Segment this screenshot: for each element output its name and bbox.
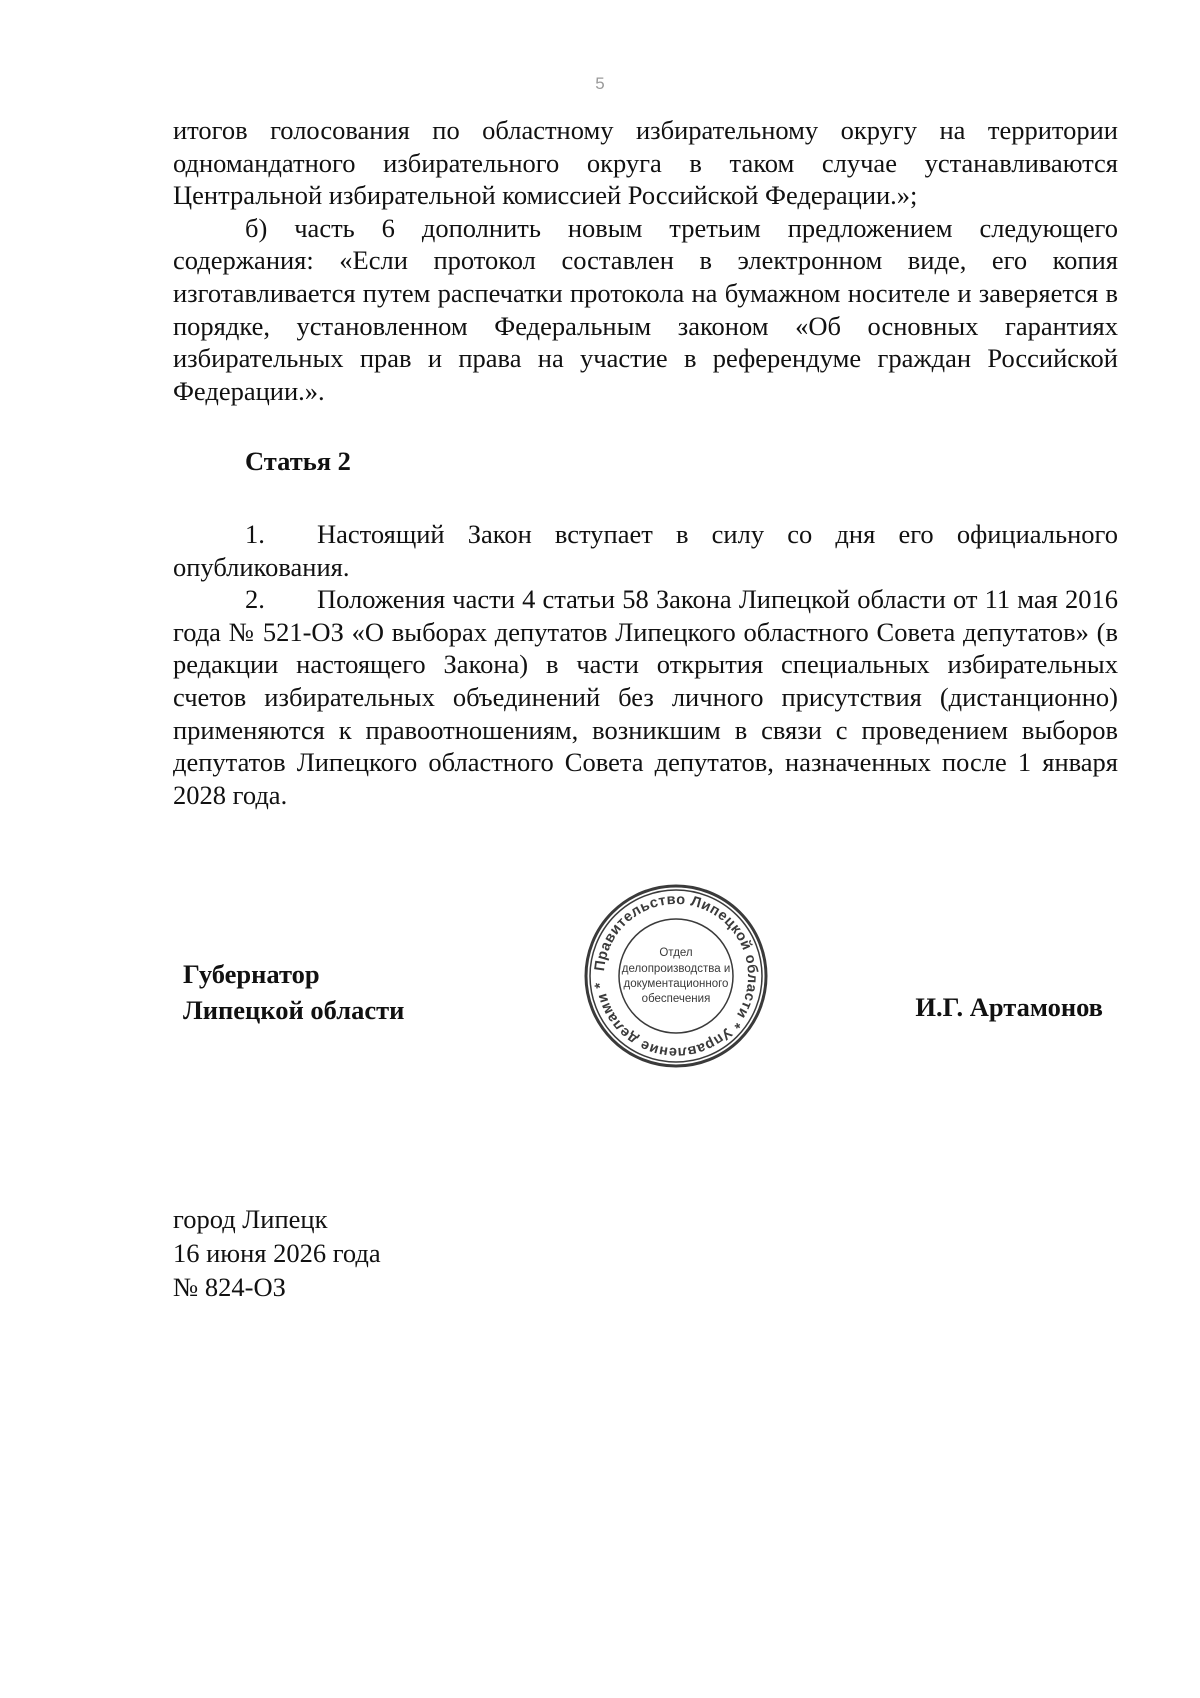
seal-center-line2: делопроизводства и xyxy=(621,963,731,975)
seal-center-line4: обеспечения xyxy=(641,993,711,1005)
place-city: город Липецк xyxy=(173,1204,328,1234)
item-text: Положения части 4 статьи 58 Закона Липецкой области от 11 мая 2016 года № 521-ОЗ «О выборах депутатов Липецкого областного Совета депутатов» (в редакции настоящего Закона) в части открытия специальных избирательных счетов избирательных объединений без личного присутствия (дистанционно) применяются к правоотношениям, возникшим в связи с проведением выборов депутатов Липецкого областного Совета депутатов, назначенных после 1 января 2028 года. xyxy=(173,584,1118,810)
item-number: 1. xyxy=(245,518,265,549)
paragraph-continuation: итогов голосования по областному избирательному округу на территории одномандатного избирательного округа в таком случае устанавливаются Центральной избирательной комиссией Российской Федерации.»; xyxy=(173,115,1118,211)
document-date: 16 июня 2026 года xyxy=(173,1238,381,1268)
signatory-name: И.Г. Артамонов xyxy=(915,992,1103,1022)
signatory-title-line1: Губернатор xyxy=(183,959,320,989)
document-body xyxy=(173,114,1118,811)
seal-center-line1: Отдел xyxy=(659,947,693,959)
seal-center-line3: документационного xyxy=(623,978,729,990)
article-item-2 xyxy=(173,583,1118,811)
paragraph-amendment-b: б) часть 6 дополнить новым третьим предложением следующего содержания: «Если протокол составлен в электронном виде, его копия изготавливается путем распечатки протокола на бумажном носителе и заверяется в порядке, установленном Федеральным законом «Об основных гарантиях избирательных прав и права на участие в референдуме граждан Российской Федерации.». xyxy=(173,212,1118,406)
article-heading: Статья 2 xyxy=(245,446,351,477)
article-item-1 xyxy=(173,518,1118,583)
signatory-title xyxy=(183,956,404,1028)
signatory-title-line2: Липецкой области xyxy=(183,995,405,1025)
item-number: 2. xyxy=(245,584,265,615)
page-number: 5 xyxy=(595,74,605,93)
document-number: № 824-ОЗ xyxy=(173,1272,286,1302)
official-seal xyxy=(583,883,769,1069)
place-date-number xyxy=(173,1202,381,1304)
seal-outer-text: Правительство Липецкой области * Управление делами * xyxy=(592,891,761,1061)
item-text: Настоящий Закон вступает в силу со дня его официального опубликования. xyxy=(173,518,1118,582)
